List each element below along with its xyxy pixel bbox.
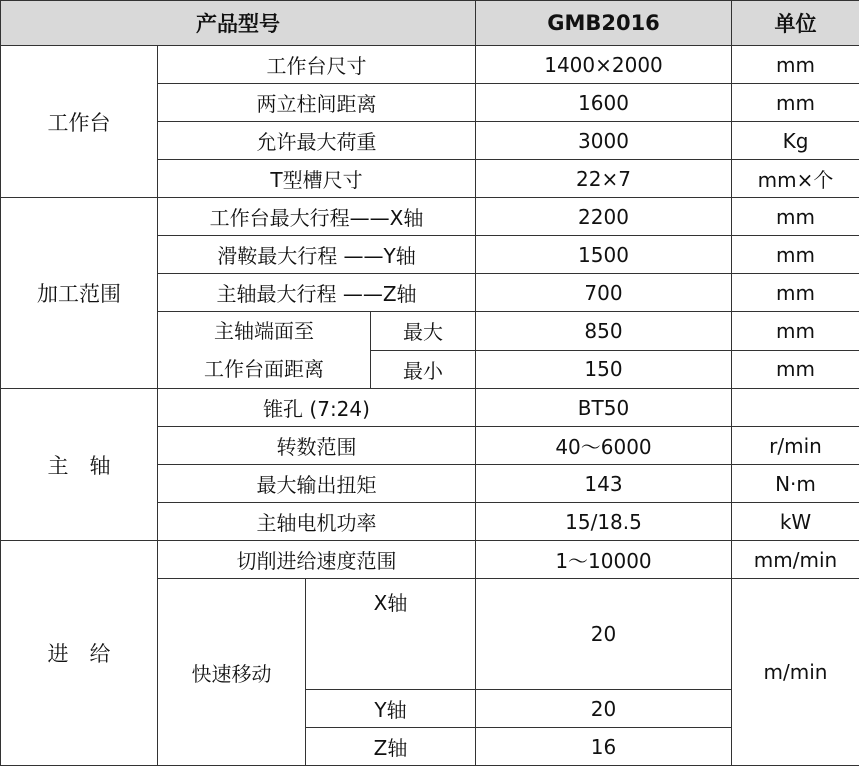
- row-unit: N·m: [732, 465, 859, 503]
- header-model-value: GMB2016: [476, 1, 732, 46]
- row-unit: r/min: [732, 427, 859, 465]
- header-product-model: 产品型号: [1, 1, 476, 46]
- row-unit: Kg: [732, 122, 859, 160]
- row-value: 2200: [476, 198, 732, 236]
- row-label: 最大输出扭矩: [158, 465, 476, 503]
- row-label: 主轴电机功率: [158, 503, 476, 541]
- rapid-traverse-label: 快速移动: [158, 579, 306, 766]
- row-unit: mm: [732, 198, 859, 236]
- row-label: 切削进给速度范围: [158, 541, 476, 579]
- row-label: 主轴最大行程 ——Z轴: [158, 274, 476, 312]
- rapid-z-axis-label: Z轴: [306, 728, 476, 766]
- row-value: BT50: [476, 389, 732, 427]
- row-unit: kW: [732, 503, 859, 541]
- group-machining-range: 加工范围: [1, 198, 158, 389]
- row-value: 22×7: [476, 160, 732, 198]
- row-label: T型槽尺寸: [158, 160, 476, 198]
- row-unit: mm×个: [732, 160, 859, 198]
- header-row: [1, 1, 859, 46]
- spindle-nose-label: [158, 312, 371, 389]
- row-label: 滑鞍最大行程 ——Y轴: [158, 236, 476, 274]
- row-label: 转数范围: [158, 427, 476, 465]
- spindle-nose-label-line1: 主轴端面至: [214, 319, 314, 343]
- row-label: 锥孔 (7:24): [158, 389, 476, 427]
- row-value: 1500: [476, 236, 732, 274]
- row-value: 1～10000: [476, 541, 732, 579]
- row-value: 700: [476, 274, 732, 312]
- spindle-nose-max-value: 850: [476, 312, 732, 351]
- table-row: [1, 46, 859, 84]
- spindle-nose-max-unit: mm: [732, 312, 859, 351]
- row-value: 40～6000: [476, 427, 732, 465]
- spindle-nose-min-unit: mm: [732, 350, 859, 389]
- row-unit: [732, 389, 859, 427]
- row-unit: mm/min: [732, 541, 859, 579]
- row-value: 143: [476, 465, 732, 503]
- rapid-unit: m/min: [732, 579, 859, 766]
- row-unit: mm: [732, 274, 859, 312]
- spindle-nose-label-line2: 工作台面距离: [204, 357, 324, 381]
- row-label: 工作台尺寸: [158, 46, 476, 84]
- row-unit: mm: [732, 46, 859, 84]
- table-row: [1, 198, 859, 236]
- row-label: 两立柱间距离: [158, 84, 476, 122]
- spindle-nose-max-label: 最大: [371, 312, 476, 351]
- rapid-y-value: 20: [476, 690, 732, 728]
- spindle-nose-min-label: 最小: [371, 350, 476, 389]
- group-spindle: 主 轴: [1, 389, 158, 541]
- row-unit: mm: [732, 84, 859, 122]
- rapid-z-value: 16: [476, 728, 732, 766]
- table-row: [1, 541, 859, 579]
- rapid-y-axis-label: Y轴: [306, 690, 476, 728]
- row-label: 工作台最大行程——X轴: [158, 198, 476, 236]
- group-worktable: 工作台: [1, 46, 158, 198]
- row-unit: mm: [732, 236, 859, 274]
- row-label: 允许最大荷重: [158, 122, 476, 160]
- table-row: [1, 389, 859, 427]
- row-value: 1400×2000: [476, 46, 732, 84]
- rapid-x-value: 20: [476, 579, 732, 690]
- spindle-nose-min-value: 150: [476, 350, 732, 389]
- group-feed: 进 给: [1, 541, 158, 766]
- row-value: 3000: [476, 122, 732, 160]
- header-unit: 单位: [732, 1, 859, 46]
- row-value: 15/18.5: [476, 503, 732, 541]
- row-value: 1600: [476, 84, 732, 122]
- rapid-x-axis-label: X轴: [306, 579, 476, 690]
